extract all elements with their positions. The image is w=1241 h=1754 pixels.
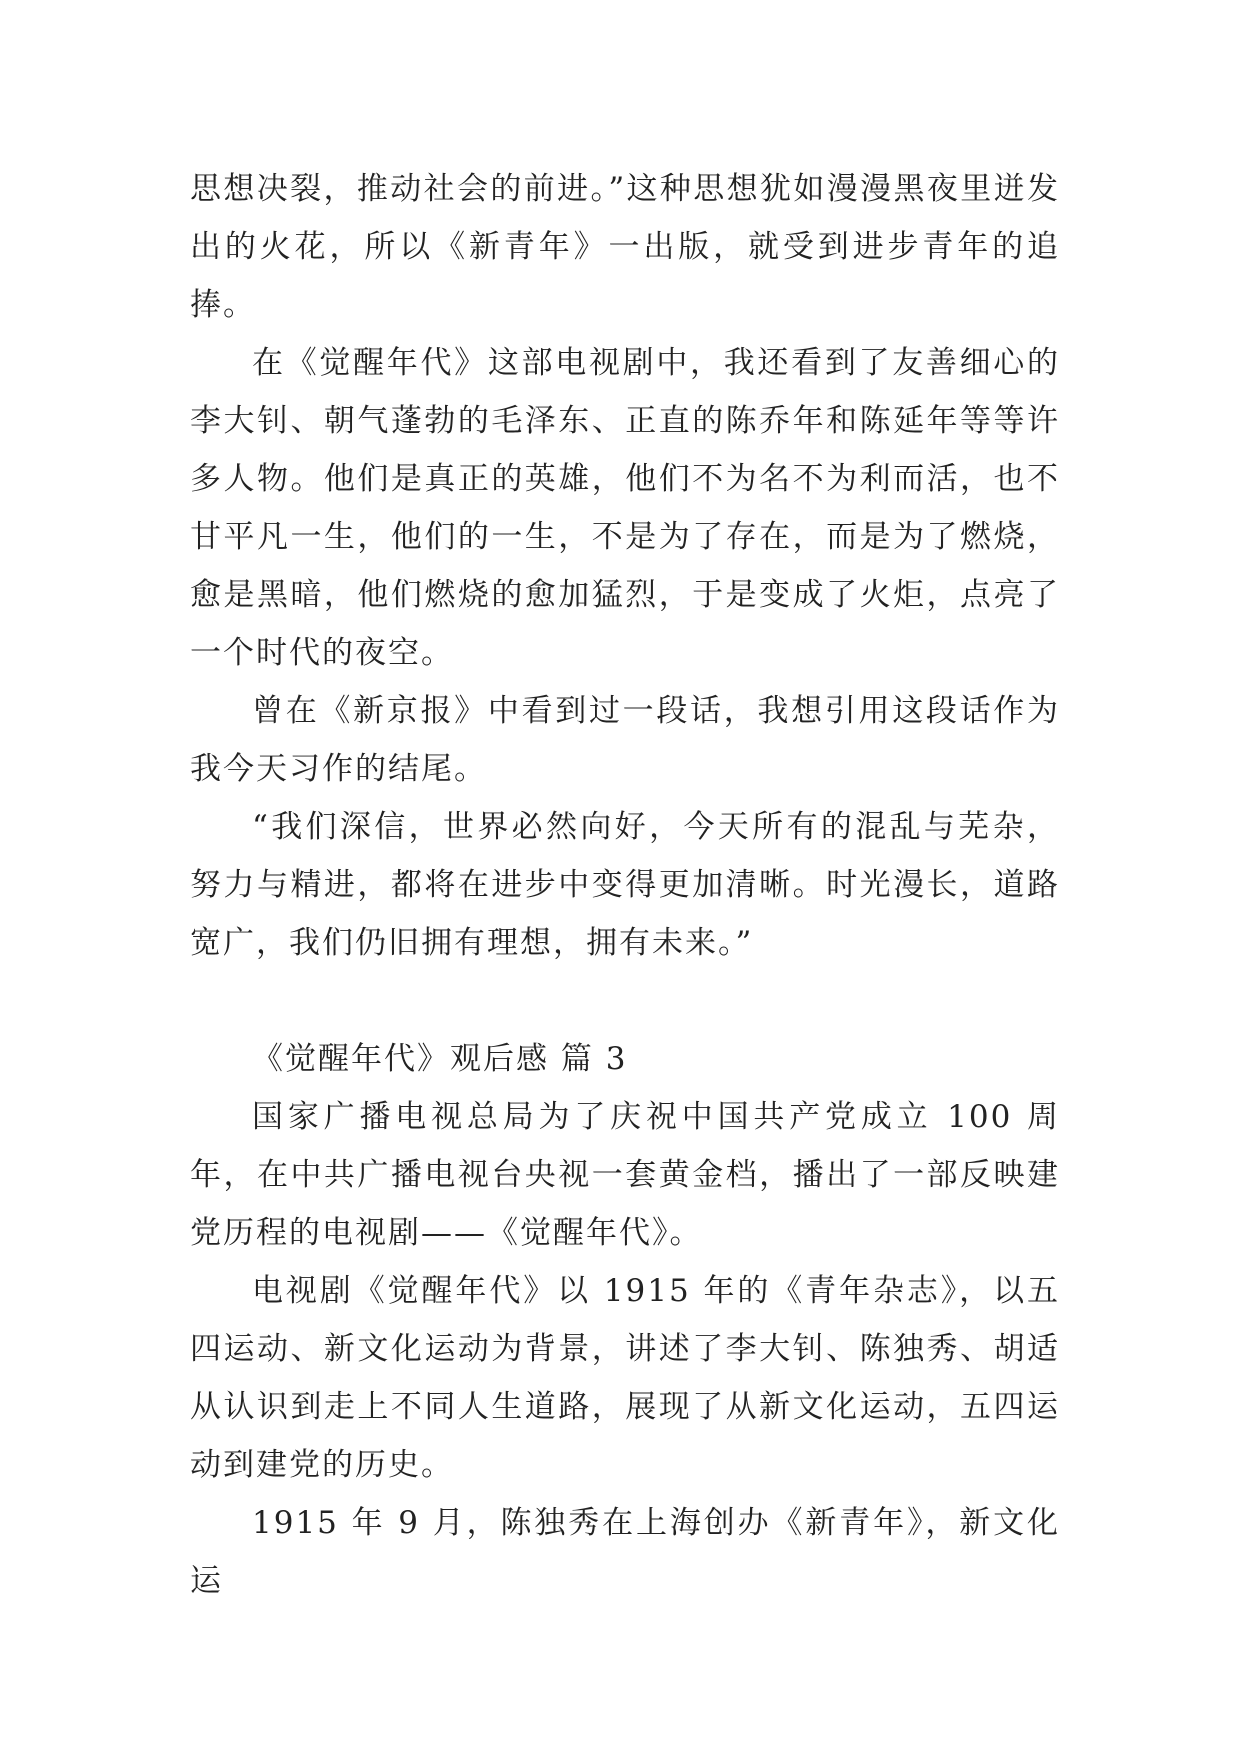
paragraph-5: 国家广播电视总局为了庆祝中国共产党成立 100 周年，在中共广播电视台央视一套黄金档，播出了一部反映建党历程的电视剧——《觉醒年代》。 [190, 1099, 1060, 1251]
paragraph-4-quote: “我们深信，世界必然向好，今天所有的混乱与芜杂，努力与精进，都将在进步中变得更加清晰。时光漫长，道路宽广，我们仍旧拥有理想，拥有未来。” [190, 809, 1060, 961]
paragraph-3: 曾在《新京报》中看到过一段话，我想引用这段话作为我今天习作的结尾。 [190, 693, 1060, 787]
paragraph-7: 1915 年 9 月，陈独秀在上海创办《新青年》，新文化运 [190, 1505, 1060, 1599]
section-title: 《觉醒年代》观后感 篇 3 [252, 1041, 628, 1077]
document-body [190, 160, 1060, 1610]
paragraph-1: 思想决裂，推动社会的前进。”这种思想犹如漫漫黑夜里迸发出的火花，所以《新青年》一出版，就受到进步青年的追捧。 [190, 171, 1060, 323]
paragraph-6: 电视剧《觉醒年代》以 1915 年的《青年杂志》，以五四运动、新文化运动为背景，讲述了李大钊、陈独秀、胡适从认识到走上不同人生道路，展现了从新文化运动，五四运动到建党的历史。 [190, 1273, 1060, 1483]
paragraph-2: 在《觉醒年代》这部电视剧中，我还看到了友善细心的李大钊、朝气蓬勃的毛泽东、正直的陈乔年和陈延年等等许多人物。他们是真正的英雄，他们不为名不为利而活，也不甘平凡一生，他们的一生，不是为了存在，而是为了燃烧，愈是黑暗，他们燃烧的愈加猛烈，于是变成了火炬，点亮了一个时代的夜空。 [190, 345, 1060, 671]
